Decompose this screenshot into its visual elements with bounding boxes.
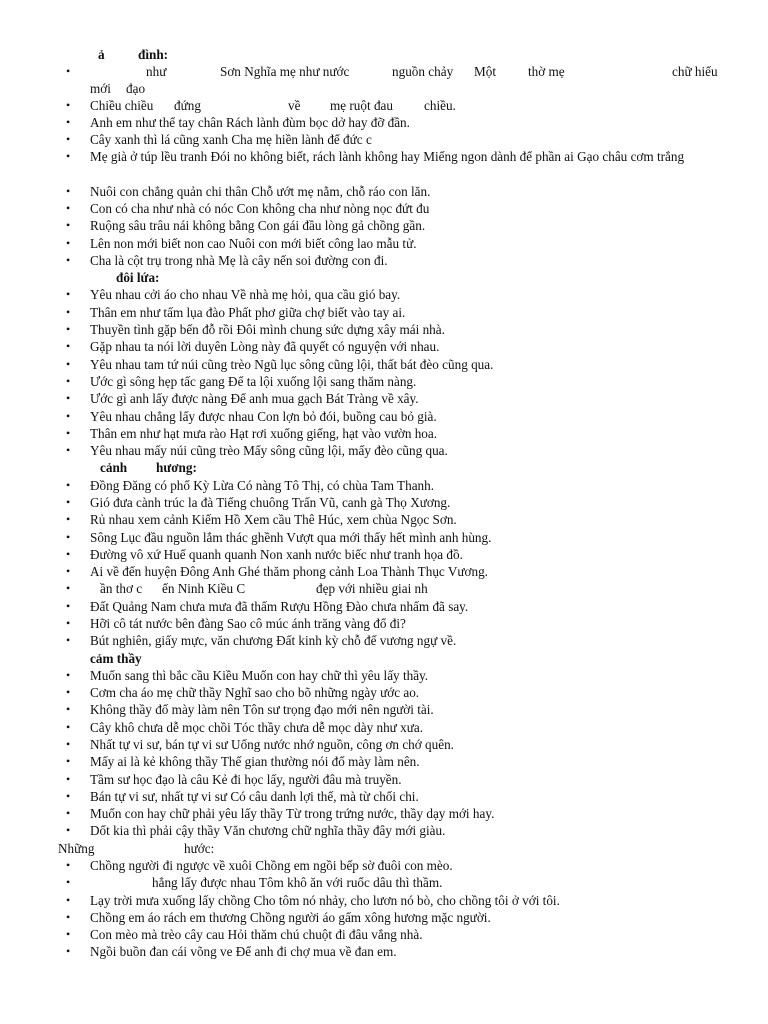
text-fragment: đứng [174,98,201,113]
bullet-icon: • [66,201,71,215]
text-fragment: chiều. [424,98,456,113]
proverb-text: Muốn con hay chữ phải yêu lấy thầy Từ trong trứng nước, thầy dạy mới hay. [90,806,495,821]
bullet-icon: • [66,495,71,509]
proverb-text: Tầm sư học đạo là câu Kẻ đi học lấy, người đâu mà truyền. [90,772,402,787]
text-fragment: thờ mẹ [528,64,565,79]
bullet-icon: • [66,218,71,232]
bullet-icon: • [66,564,71,578]
bullet-icon: • [66,789,71,803]
proverb-text: Lên non mới biết non cao Nuôi con mới biết công lao mẫu tử. [90,236,417,251]
text-fragment: mẹ ruột đau [330,98,393,113]
proverb-text: Yêu nhau cởi áo cho nhau Về nhà mẹ hỏi, qua cầu gió bay. [90,287,401,302]
bullet-icon: • [66,98,71,112]
text-fragment: chữ hiếu [672,64,718,79]
text-fragment: Một [474,64,496,79]
proverb-text: Chồng em áo rách em thương Chồng người áo gấm xông hương mặc người. [90,910,491,925]
proverb-text: Cha là cột trụ trong nhà Mẹ là cây nến soi đường con đi. [90,253,388,268]
proverb-text: Ruộng sâu trâu nái không bằng Con gái đầu lòng gả chồng gần. [90,218,426,233]
proverb-text: Dốt kia thì phải cậy thầy Văn chương chữ nghĩa thầy đây mới giàu. [90,823,446,838]
heading-fragment: hương: [156,460,197,475]
bullet-icon: • [66,443,71,457]
bullet-icon: • [66,547,71,561]
proverb-text: Bút nghiên, giấy mực, văn chương Đất kinh kỳ chỗ đế vương ngự về. [90,633,457,648]
bullet-icon: • [66,737,71,751]
text-fragment: đẹp với nhiều giai nh [316,581,428,596]
bullet-icon: • [66,305,71,319]
text-fragment: ến Ninh Kiều C [162,581,246,596]
proverb-text: Ước gì sông hẹp tấc gang Để ta lội xuống lội sang thăm nàng. [90,374,417,389]
heading-fragment: ả [98,47,105,62]
proverb-text: Cơm cha áo mẹ chữ thầy Nghĩ sao cho bõ những ngày ước ao. [90,685,420,700]
text-fragment: về [288,98,301,113]
proverb-text: Muốn sang thì bắc cầu Kiều Muốn con hay chữ thì yêu lấy thầy. [90,668,429,683]
bullet-icon: • [66,374,71,388]
bullet-icon: • [66,184,71,198]
bullet-icon: • [66,530,71,544]
text-fragment: đạo [126,81,146,96]
bullet-icon: • [66,391,71,405]
heading-fragment: hước: [184,841,215,856]
bullet-icon: • [66,858,71,872]
bullet-icon: • [66,357,71,371]
proverb-text: Ước gì anh lấy được nàng Để anh mua gạch Bát Tràng về xây. [90,391,419,406]
proverb-text: Sông Lục đầu nguồn lắm thác ghềnh Vượt qua mới thấy hết mình anh hùng. [90,530,492,545]
proverb-text: Thuyền tình gặp bến đỗ rồi Đôi mình chung sức dựng xây mái nhà. [90,322,445,337]
proverb-text: Mẹ già ở túp lều tranh Đói no không biết, rách lành không hay Miếng ngon dành để phần ai Gạo châu cơm trắng [90,149,685,164]
bullet-icon: • [66,253,71,267]
bullet-icon: • [66,132,71,146]
proverb-text: Thân em như tấm lụa đào Phất phơ giữa chợ biết vào tay ai. [90,305,406,320]
bullet-icon: • [66,426,71,440]
text-fragment: như [146,64,167,79]
heading-fragment: đôi lứa: [116,270,160,285]
bullet-icon: • [66,478,71,492]
bullet-icon: • [66,944,71,958]
bullet-icon: • [66,685,71,699]
bullet-icon: • [66,720,71,734]
proverb-text: Ngồi buồn đan cái võng ve Để anh đi chợ mua về đan em. [90,944,397,959]
proverb-text: hẳng lấy được nhau Tôm khô ăn với ruốc dâu thì thầm. [152,875,443,890]
heading-fragment: Những [58,841,95,856]
proverb-text: Con mèo mà trèo cây cau Hỏi thăm chú chuột đi đâu vắng nhà. [90,927,423,942]
bullet-icon: • [66,668,71,682]
proverb-text: Đất Quảng Nam chưa mưa đã thấm Rượu Hồng Đào chưa nhấm đã say. [90,599,469,614]
proverb-text: Chồng người đi ngược về xuôi Chồng em ngồi bếp sờ đuôi con mèo. [90,858,453,873]
bullet-icon: • [66,893,71,907]
proverb-text: Anh em như thể tay chân Rách lành đùm bọc dở hay đỡ đần. [90,115,410,130]
bullet-icon: • [66,409,71,423]
bullet-icon: • [66,599,71,613]
bullet-icon: • [66,287,71,301]
proverb-text: Thân em như hạt mưa rào Hạt rơi xuống giếng, hạt vào vườn hoa. [90,426,438,441]
proverb-text: Cây khô chưa dễ mọc chồi Tóc thầy chưa dễ mọc dày như xưa. [90,720,424,735]
bullet-icon: • [66,322,71,336]
bullet-icon: • [66,927,71,941]
proverb-text: Bán tự vi sư, nhất tự vi sư Có câu danh lợi thế, mà từ chối chi. [90,789,419,804]
text-fragment: ần thơ c [100,581,143,596]
bullet-icon: • [66,616,71,630]
bullet-icon: • [66,910,71,924]
bullet-icon: • [66,149,71,163]
proverb-text: Yêu nhau tam tứ núi cũng trèo Ngũ lục sông cũng lội, thất bát đèo cũng qua. [90,357,494,372]
proverb-text: Đường vô xứ Huế quanh quanh Non xanh nước biếc như tranh họa đồ. [90,547,463,562]
proverb-text: Hỡi cô tát nước bên đàng Sao cô múc ánh trăng vàng đổ đi? [90,616,406,631]
proverb-text: Cây xanh thì lá cũng xanh Cha mẹ hiền lành để đức c [90,132,372,147]
bullet-icon: • [66,339,71,353]
proverb-text: Gặp nhau ta nói lời duyên Lòng này đã quyết có nguyện với nhau. [90,339,440,354]
bullet-icon: • [66,772,71,786]
bullet-icon: • [66,806,71,820]
bullet-icon: • [66,754,71,768]
heading-fragment: đình: [138,47,169,62]
bullet-icon: • [66,702,71,716]
bullet-icon: • [66,236,71,250]
bullet-icon: • [66,512,71,526]
text-fragment: nguồn chảy [392,64,454,79]
text-fragment: mới [90,81,111,96]
bullet-icon: • [66,875,71,889]
proverb-text: Gió đưa cành trúc la đà Tiếng chuông Trấn Vũ, canh gà Thọ Xương. [90,495,451,510]
proverb-text: Ai về đến huyện Đông Anh Ghé thăm phong cảnh Loa Thành Thục Vương. [90,564,488,579]
bullet-icon: • [66,581,71,595]
bullet-icon: • [66,633,71,647]
heading-fragment: cảm thầy [90,651,142,666]
proverb-text: Nuôi con chẳng quản chi thân Chỗ ướt mẹ nằm, chỗ ráo con lăn. [90,184,431,199]
proverb-text: Không thầy đố mày làm nên Tôn sư trọng đạo mới nên người tài. [90,702,434,717]
bullet-icon: • [66,823,71,837]
text-fragment: Chiều chiều [90,98,154,113]
proverb-text: Đồng Đăng có phố Kỳ Lừa Có nàng Tô Thị, có chùa Tam Thanh. [90,478,435,493]
bullet-icon: • [66,64,71,78]
proverb-text: Nhất tự vi sư, bán tự vi sư Uống nước nhớ nguồn, công ơn chớ quên. [90,737,454,752]
proverb-text: Rủ nhau xem cảnh Kiếm Hồ Xem cầu Thê Húc, xem chùa Ngọc Sơn. [90,512,457,527]
heading-fragment: cảnh [100,460,128,475]
bullet-icon: • [66,115,71,129]
proverb-text: Yêu nhau chẳng lấy được nhau Con lợn bỏ đói, buồng cau bỏ già. [90,409,437,424]
text-fragment: Sơn Nghĩa mẹ như nước [220,64,350,79]
proverb-text: Yêu nhau mấy núi cũng trèo Mấy sông cũng lội, mấy đèo cũng qua. [90,443,448,458]
proverb-text: Mấy ai là kẻ không thầy Thế gian thường nói đố mày làm nên. [90,754,420,769]
proverb-text: Con có cha như nhà có nóc Con không cha như nòng nọc đứt đu [90,201,430,216]
proverb-text: Lạy trời mưa xuống lấy chồng Cho tôm nó nhảy, cho lươn nó bò, cho chồng tôi ở với tôi. [90,893,560,908]
